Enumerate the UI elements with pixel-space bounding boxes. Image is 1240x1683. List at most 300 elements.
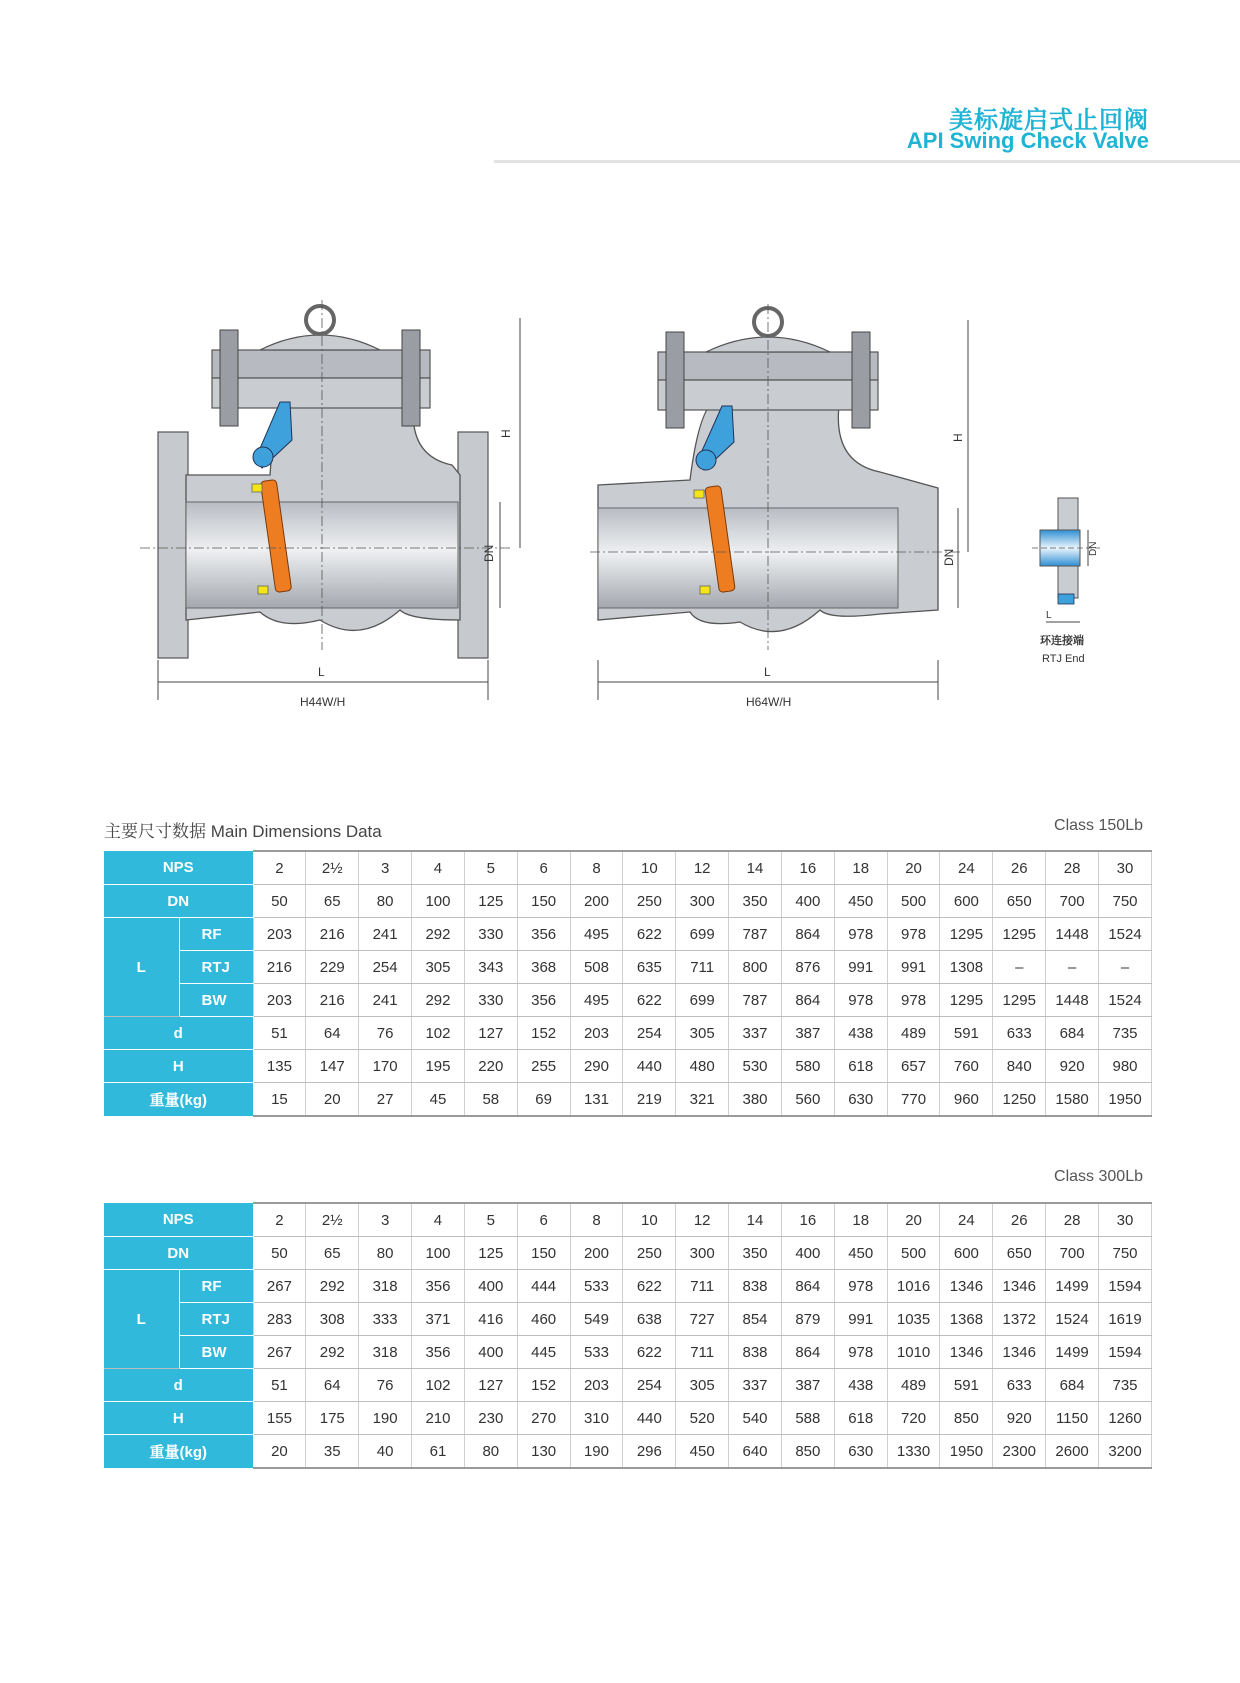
table-cell: 125	[464, 885, 517, 918]
table-cell: 24	[940, 851, 993, 885]
table-cell: 333	[359, 1303, 412, 1336]
table-cell: 51	[253, 1017, 306, 1050]
table-cell: 80	[359, 885, 412, 918]
table-cell: 1372	[993, 1303, 1046, 1336]
table-cell: 438	[834, 1369, 887, 1402]
table-cell: 1010	[887, 1336, 940, 1369]
table-cell: 980	[1099, 1050, 1152, 1083]
table-cell: 102	[412, 1369, 465, 1402]
table-cell: 350	[729, 885, 782, 918]
table-row	[104, 1336, 1152, 1369]
header-divider	[494, 160, 1240, 163]
table-cell: 600	[940, 885, 993, 918]
table-cell: 305	[676, 1369, 729, 1402]
table-cell: 850	[940, 1402, 993, 1435]
table-cell: 500	[887, 1237, 940, 1270]
table-cell: 203	[253, 918, 306, 951]
table-cell: 1016	[887, 1270, 940, 1303]
table-cell: 203	[253, 984, 306, 1017]
table-cell: 2300	[993, 1435, 1046, 1469]
valve-h44-drawing	[140, 300, 520, 700]
table-cell: 720	[887, 1402, 940, 1435]
row-header-h: H	[104, 1402, 253, 1435]
table-cell: 35	[306, 1435, 359, 1469]
table-cell: 50	[253, 1237, 306, 1270]
table-cell: 16	[781, 1203, 834, 1237]
table-cell: 450	[676, 1435, 729, 1469]
table-cell: 292	[412, 918, 465, 951]
table-cell: 1260	[1099, 1402, 1152, 1435]
row-header-l: L	[104, 1270, 179, 1369]
table-cell: 600	[940, 1237, 993, 1270]
table-cell: 711	[676, 1336, 729, 1369]
table-cell: 241	[359, 918, 412, 951]
table-cell: 20	[306, 1083, 359, 1117]
table-cell: 216	[306, 918, 359, 951]
table-cell: 190	[570, 1435, 623, 1469]
table-cell: 147	[306, 1050, 359, 1083]
row-header-dn: DN	[104, 885, 253, 918]
table-cell: 76	[359, 1369, 412, 1402]
table-cell: 920	[1046, 1050, 1099, 1083]
table-cell: 283	[253, 1303, 306, 1336]
table-cell: 850	[781, 1435, 834, 1469]
table-cell: 2½	[306, 851, 359, 885]
table-cell: 480	[676, 1050, 729, 1083]
table-cell: 1295	[993, 918, 1046, 951]
table-cell: 18	[834, 851, 887, 885]
table-cell: 30	[1099, 851, 1152, 885]
table-cell: 727	[676, 1303, 729, 1336]
table-cell: 300	[676, 885, 729, 918]
table-row	[104, 1237, 1152, 1270]
table-cell: 64	[306, 1369, 359, 1402]
table-cell: 100	[412, 885, 465, 918]
table-cell: 28	[1046, 1203, 1099, 1237]
table-cell: 618	[834, 1050, 887, 1083]
table-cell: 991	[834, 951, 887, 984]
table-cell: 130	[517, 1435, 570, 1469]
table-row	[104, 885, 1152, 918]
table-cell: 175	[306, 1402, 359, 1435]
table-cell: 991	[834, 1303, 887, 1336]
table-cell: 750	[1099, 885, 1152, 918]
table-cell: 854	[729, 1303, 782, 1336]
row-header-nps: NPS	[104, 1203, 253, 1237]
table-cell: 267	[253, 1336, 306, 1369]
table-cell: 28	[1046, 851, 1099, 885]
table-cell: 684	[1046, 1017, 1099, 1050]
table-cell: 255	[517, 1050, 570, 1083]
table-cell: 711	[676, 951, 729, 984]
table-cell: 250	[623, 1237, 676, 1270]
row-subheader-rtj: RTJ	[179, 1303, 253, 1336]
table-cell: 18	[834, 1203, 887, 1237]
row-subheader-rf: RF	[179, 1270, 253, 1303]
row-header-weight: 重量(kg)	[104, 1435, 253, 1469]
table-cell: 684	[1046, 1369, 1099, 1402]
table-cell: 495	[570, 918, 623, 951]
table-row	[104, 918, 1152, 951]
table-cell: 879	[781, 1303, 834, 1336]
table-cell: 292	[412, 984, 465, 1017]
table-cell: 356	[517, 984, 570, 1017]
table-cell: 440	[623, 1050, 676, 1083]
table-cell: 241	[359, 984, 412, 1017]
table-cell: 978	[887, 984, 940, 1017]
table-cell: 356	[412, 1270, 465, 1303]
dim-h-left: H	[499, 429, 513, 438]
table-cell: 450	[834, 1237, 887, 1270]
row-header-d: d	[104, 1017, 253, 1050]
table-cell: 14	[729, 851, 782, 885]
table-cell: 508	[570, 951, 623, 984]
table-cell: 864	[781, 1336, 834, 1369]
table-cell: 292	[306, 1270, 359, 1303]
table-cell: 1150	[1046, 1402, 1099, 1435]
table-cell: 254	[359, 951, 412, 984]
table-cell: 200	[570, 885, 623, 918]
table-cell: 3	[359, 851, 412, 885]
table-cell: 700	[1046, 885, 1099, 918]
table-row	[104, 851, 1152, 885]
table-cell: 1580	[1046, 1083, 1099, 1117]
row-subheader-rf: RF	[179, 918, 253, 951]
table-cell: 1524	[1046, 1303, 1099, 1336]
table-cell: 170	[359, 1050, 412, 1083]
table-cell: 51	[253, 1369, 306, 1402]
dim-l-rtj: L	[1046, 610, 1052, 621]
table-cell: 533	[570, 1336, 623, 1369]
table-cell: 622	[623, 984, 676, 1017]
table-cell: 330	[464, 918, 517, 951]
table-cell: 876	[781, 951, 834, 984]
table-cell: 12	[676, 851, 729, 885]
dim-dn-left: DN	[482, 544, 496, 562]
table-cell: 45	[412, 1083, 465, 1117]
table-cell: 64	[306, 1017, 359, 1050]
table-cell: 125	[464, 1237, 517, 1270]
table-cell: 380	[729, 1083, 782, 1117]
class-150-label: Class 150Lb	[1054, 817, 1143, 834]
table-cell: 1295	[993, 984, 1046, 1017]
table-cell: 978	[834, 984, 887, 1017]
valve-drawings	[0, 290, 1240, 730]
table-cell: 588	[781, 1402, 834, 1435]
table-cell: 838	[729, 1270, 782, 1303]
table-cell: 4	[412, 1203, 465, 1237]
table-cell: 978	[834, 1336, 887, 1369]
table-cell: 864	[781, 918, 834, 951]
table-cell: 200	[570, 1237, 623, 1270]
table-cell: 460	[517, 1303, 570, 1336]
table-cell: 1295	[940, 984, 993, 1017]
table-cell: 254	[623, 1369, 676, 1402]
table-cell: 350	[729, 1237, 782, 1270]
table-cell: 152	[517, 1369, 570, 1402]
table-cell: 50	[253, 885, 306, 918]
table-cell: 549	[570, 1303, 623, 1336]
table-cell: 633	[993, 1017, 1046, 1050]
table-cell: 155	[253, 1402, 306, 1435]
table-cell: 337	[729, 1017, 782, 1050]
table-cell: 1619	[1099, 1303, 1152, 1336]
table-cell: 102	[412, 1017, 465, 1050]
dim-l-left: L	[318, 665, 325, 679]
table-cell: 1308	[940, 951, 993, 984]
table-cell: 633	[993, 1369, 1046, 1402]
table-cell: 220	[464, 1050, 517, 1083]
table-cell: 495	[570, 984, 623, 1017]
table-cell: 356	[412, 1336, 465, 1369]
table-cell: 10	[623, 851, 676, 885]
table-cell: 864	[781, 984, 834, 1017]
row-subheader-bw: BW	[179, 984, 253, 1017]
table-cell: 6	[517, 851, 570, 885]
table-cell: 1330	[887, 1435, 940, 1469]
table-cell: 630	[834, 1435, 887, 1469]
table-cell: 76	[359, 1017, 412, 1050]
table-cell: 203	[570, 1369, 623, 1402]
table-cell: 26	[993, 1203, 1046, 1237]
table-cell: 2	[253, 1203, 306, 1237]
table-cell: 638	[623, 1303, 676, 1336]
table-cell: 308	[306, 1303, 359, 1336]
table-cell: 1594	[1099, 1270, 1152, 1303]
table-cell: 699	[676, 984, 729, 1017]
table-row	[104, 1369, 1152, 1402]
table-cell: 533	[570, 1270, 623, 1303]
table-cell: 10	[623, 1203, 676, 1237]
table-cell: 1448	[1046, 984, 1099, 1017]
table-cell: 80	[464, 1435, 517, 1469]
table-cell: 321	[676, 1083, 729, 1117]
table-cell: 1499	[1046, 1270, 1099, 1303]
table-row	[104, 1303, 1152, 1336]
row-subheader-rtj: RTJ	[179, 951, 253, 984]
table-cell: 12	[676, 1203, 729, 1237]
table-cell: 16	[781, 851, 834, 885]
table-cell: 305	[412, 951, 465, 984]
table-cell: 864	[781, 1270, 834, 1303]
table-cell: 2½	[306, 1203, 359, 1237]
table-cell: 400	[464, 1270, 517, 1303]
table-cell: 216	[253, 951, 306, 984]
table-cell: 657	[887, 1050, 940, 1083]
dim-h-right: H	[951, 433, 965, 442]
table-cell: –	[1099, 951, 1152, 984]
table-row	[104, 1203, 1152, 1237]
table-cell: 1524	[1099, 984, 1152, 1017]
table-cell: 618	[834, 1402, 887, 1435]
table-cell: 1499	[1046, 1336, 1099, 1369]
table-cell: 310	[570, 1402, 623, 1435]
table-cell: 250	[623, 885, 676, 918]
rtj-label-en: RTJ End	[1042, 653, 1085, 665]
table-cell: 20	[887, 851, 940, 885]
table-cell: 838	[729, 1336, 782, 1369]
table-cell: 127	[464, 1369, 517, 1402]
table-cell: 2	[253, 851, 306, 885]
table-cell: 210	[412, 1402, 465, 1435]
table-cell: 8	[570, 851, 623, 885]
table-cell: 3200	[1099, 1435, 1152, 1469]
table-cell: 1950	[940, 1435, 993, 1469]
table-cell: 190	[359, 1402, 412, 1435]
table-cell: 229	[306, 951, 359, 984]
table-cell: 640	[729, 1435, 782, 1469]
table-cell: 1448	[1046, 918, 1099, 951]
table-cell: 65	[306, 1237, 359, 1270]
table-row	[104, 1050, 1152, 1083]
table-cell: 500	[887, 885, 940, 918]
table-cell: 978	[834, 918, 887, 951]
table-cell: 750	[1099, 1237, 1152, 1270]
table-cell: 2600	[1046, 1435, 1099, 1469]
table-cell: 991	[887, 951, 940, 984]
table-cell: 580	[781, 1050, 834, 1083]
table-cell: 489	[887, 1369, 940, 1402]
table-cell: 330	[464, 984, 517, 1017]
class-300-table	[104, 1202, 1152, 1469]
table-cell: 1346	[993, 1270, 1046, 1303]
rtj-end-drawing	[1032, 498, 1100, 622]
table-cell: 489	[887, 1017, 940, 1050]
table-cell: –	[1046, 951, 1099, 984]
table-cell: 150	[517, 1237, 570, 1270]
table-cell: 450	[834, 885, 887, 918]
table-cell: 978	[887, 918, 940, 951]
table-cell: 400	[781, 1237, 834, 1270]
table-cell: 58	[464, 1083, 517, 1117]
table-row	[104, 1402, 1152, 1435]
table-cell: 622	[623, 918, 676, 951]
table-cell: 630	[834, 1083, 887, 1117]
row-header-dn: DN	[104, 1237, 253, 1270]
row-header-d: d	[104, 1369, 253, 1402]
row-header-nps: NPS	[104, 851, 253, 885]
row-subheader-bw: BW	[179, 1336, 253, 1369]
dim-l-right: L	[764, 665, 771, 679]
table-cell: 444	[517, 1270, 570, 1303]
table-cell: 787	[729, 984, 782, 1017]
table-cell: 700	[1046, 1237, 1099, 1270]
class-300-label: Class 300Lb	[1054, 1168, 1143, 1185]
table-cell: 1035	[887, 1303, 940, 1336]
table-cell: 14	[729, 1203, 782, 1237]
table-cell: 400	[464, 1336, 517, 1369]
title-chinese: 美标旋启式止回阀	[949, 107, 1149, 134]
table-cell: 203	[570, 1017, 623, 1050]
table-cell: 5	[464, 1203, 517, 1237]
table-cell: 20	[253, 1435, 306, 1469]
table-cell: 356	[517, 918, 570, 951]
model-label-left: H44W/H	[300, 695, 346, 709]
dim-dn-rtj: DN	[1088, 541, 1099, 556]
dim-dn-right: DN	[942, 548, 956, 566]
table-cell: 622	[623, 1336, 676, 1369]
table-cell: 540	[729, 1402, 782, 1435]
table-cell: 530	[729, 1050, 782, 1083]
table-cell: 195	[412, 1050, 465, 1083]
table-cell: 150	[517, 885, 570, 918]
table-cell: 318	[359, 1336, 412, 1369]
table-cell: 978	[834, 1270, 887, 1303]
table-cell: 61	[412, 1435, 465, 1469]
table-cell: 920	[993, 1402, 1046, 1435]
table-cell: 267	[253, 1270, 306, 1303]
table-cell: 69	[517, 1083, 570, 1117]
table-cell: 20	[887, 1203, 940, 1237]
table-cell: 3	[359, 1203, 412, 1237]
table-cell: 591	[940, 1369, 993, 1402]
table-cell: 131	[570, 1083, 623, 1117]
table-cell: 560	[781, 1083, 834, 1117]
table-cell: 127	[464, 1017, 517, 1050]
table-cell: 1346	[993, 1336, 1046, 1369]
valve-h64-drawing	[590, 304, 968, 700]
table-cell: 445	[517, 1336, 570, 1369]
table-cell: 27	[359, 1083, 412, 1117]
table-cell: 100	[412, 1237, 465, 1270]
table-cell: 711	[676, 1270, 729, 1303]
table-cell: 40	[359, 1435, 412, 1469]
table-cell: 699	[676, 918, 729, 951]
table-cell: 416	[464, 1303, 517, 1336]
table-cell: 80	[359, 1237, 412, 1270]
table-cell: 440	[623, 1402, 676, 1435]
table-cell: 305	[676, 1017, 729, 1050]
table-cell: 1250	[993, 1083, 1046, 1117]
table-cell: 135	[253, 1050, 306, 1083]
table-cell: 387	[781, 1017, 834, 1050]
section-title: 主要尺寸数据 Main Dimensions Data	[104, 822, 382, 841]
table-cell: 343	[464, 951, 517, 984]
table-cell: 8	[570, 1203, 623, 1237]
table-cell: 5	[464, 851, 517, 885]
table-cell: 296	[623, 1435, 676, 1469]
table-row	[104, 1017, 1152, 1050]
title-english: API Swing Check Valve	[906, 128, 1149, 153]
table-cell: 371	[412, 1303, 465, 1336]
table-cell: 300	[676, 1237, 729, 1270]
table-cell: 635	[623, 951, 676, 984]
table-cell: 800	[729, 951, 782, 984]
table-cell: 1295	[940, 918, 993, 951]
table-cell: 760	[940, 1050, 993, 1083]
table-cell: 1524	[1099, 918, 1152, 951]
table-cell: 26	[993, 851, 1046, 885]
table-cell: 15	[253, 1083, 306, 1117]
table-cell: 1346	[940, 1270, 993, 1303]
table-cell: 254	[623, 1017, 676, 1050]
table-cell: 368	[517, 951, 570, 984]
row-header-weight: 重量(kg)	[104, 1083, 253, 1117]
table-row	[104, 1270, 1152, 1303]
table-cell: –	[993, 951, 1046, 984]
table-cell: 787	[729, 918, 782, 951]
table-row	[104, 1435, 1152, 1469]
table-row	[104, 984, 1152, 1017]
table-cell: 1950	[1099, 1083, 1152, 1117]
table-cell: 216	[306, 984, 359, 1017]
class-150-table	[104, 850, 1152, 1117]
table-cell: 65	[306, 885, 359, 918]
table-cell: 840	[993, 1050, 1046, 1083]
table-cell: 1594	[1099, 1336, 1152, 1369]
table-cell: 770	[887, 1083, 940, 1117]
table-cell: 230	[464, 1402, 517, 1435]
